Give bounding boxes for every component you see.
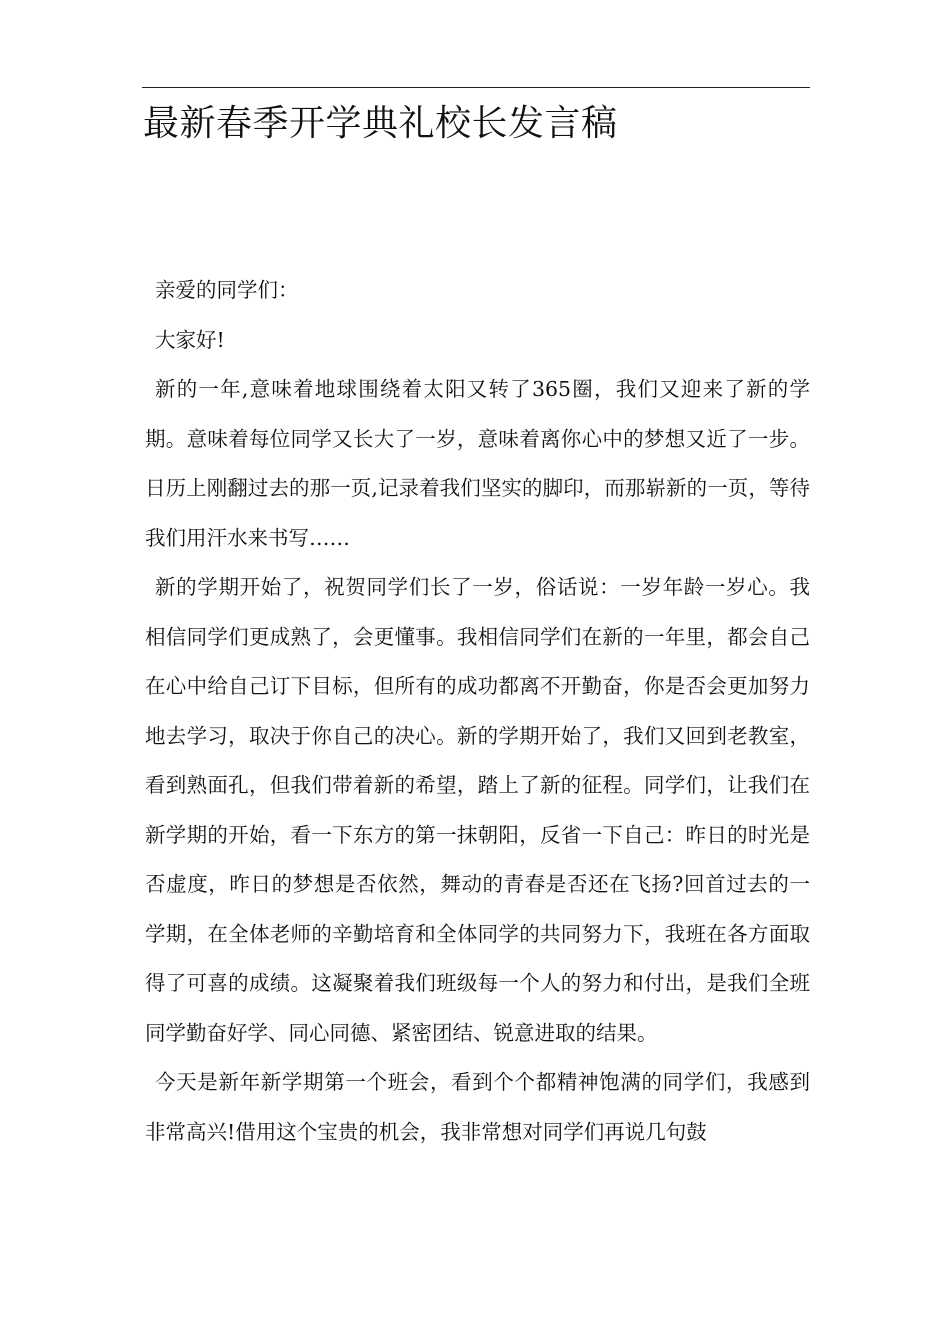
- paragraph-greeting: 亲爱的同学们：: [155, 278, 299, 302]
- document-body: [145, 266, 810, 1157]
- paragraph-class-meeting: 今天是新年新学期第一个班会，看到个个都精神饱满的同学们，我感到非常高兴!借用这个宝贵的机会，我非常想对同学们再说几句鼓: [145, 1070, 810, 1144]
- paragraph-hello: 大家好!: [155, 327, 225, 352]
- paragraph-new-semester: 新的一年,意味着地球围绕着太阳又转了365圈，我们又迎来了新的学期。意味着每位同学又长大了一岁，意味着离你心中的梦想又近了一步。日历上刚翻过去的那一页,记录着我们坚实的脚印，而那崭新的一页，等待我们用汗水来书写……: [145, 377, 810, 550]
- paragraph-reflection: 新的学期开始了，祝贺同学们长了一岁，俗话说：一岁年龄一岁心。我相信同学们更成熟了，会更懂事。我相信同学们在新的一年里，都会自己在心中给自己订下目标，但所有的成功都离不开勤奋，你是否会更加努力地去学习，取决于你自己的决心。新的学期开始了，我们又回到老教室，看到熟面孔，但我们带着新的希望，踏上了新的征程。同学们，让我们在新学期的开始，看一下东方的第一抹朝阳，反省一下自己：昨日的时光是否虚度，昨日的梦想是否依然，舞动的青春是否还在飞扬?回首过去的一学期，在全体老师的辛勤培育和全体同学的共同努力下，我班在各方面取得了可喜的成绩。这凝聚着我们班级每一个人的努力和付出，是我们全班同学勤奋好学、同心同德、紧密团结、锐意进取的结果。: [145, 575, 810, 1045]
- document-title: 最新春季开学典礼校长发言稿: [143, 103, 618, 144]
- top-divider-line: [142, 87, 810, 88]
